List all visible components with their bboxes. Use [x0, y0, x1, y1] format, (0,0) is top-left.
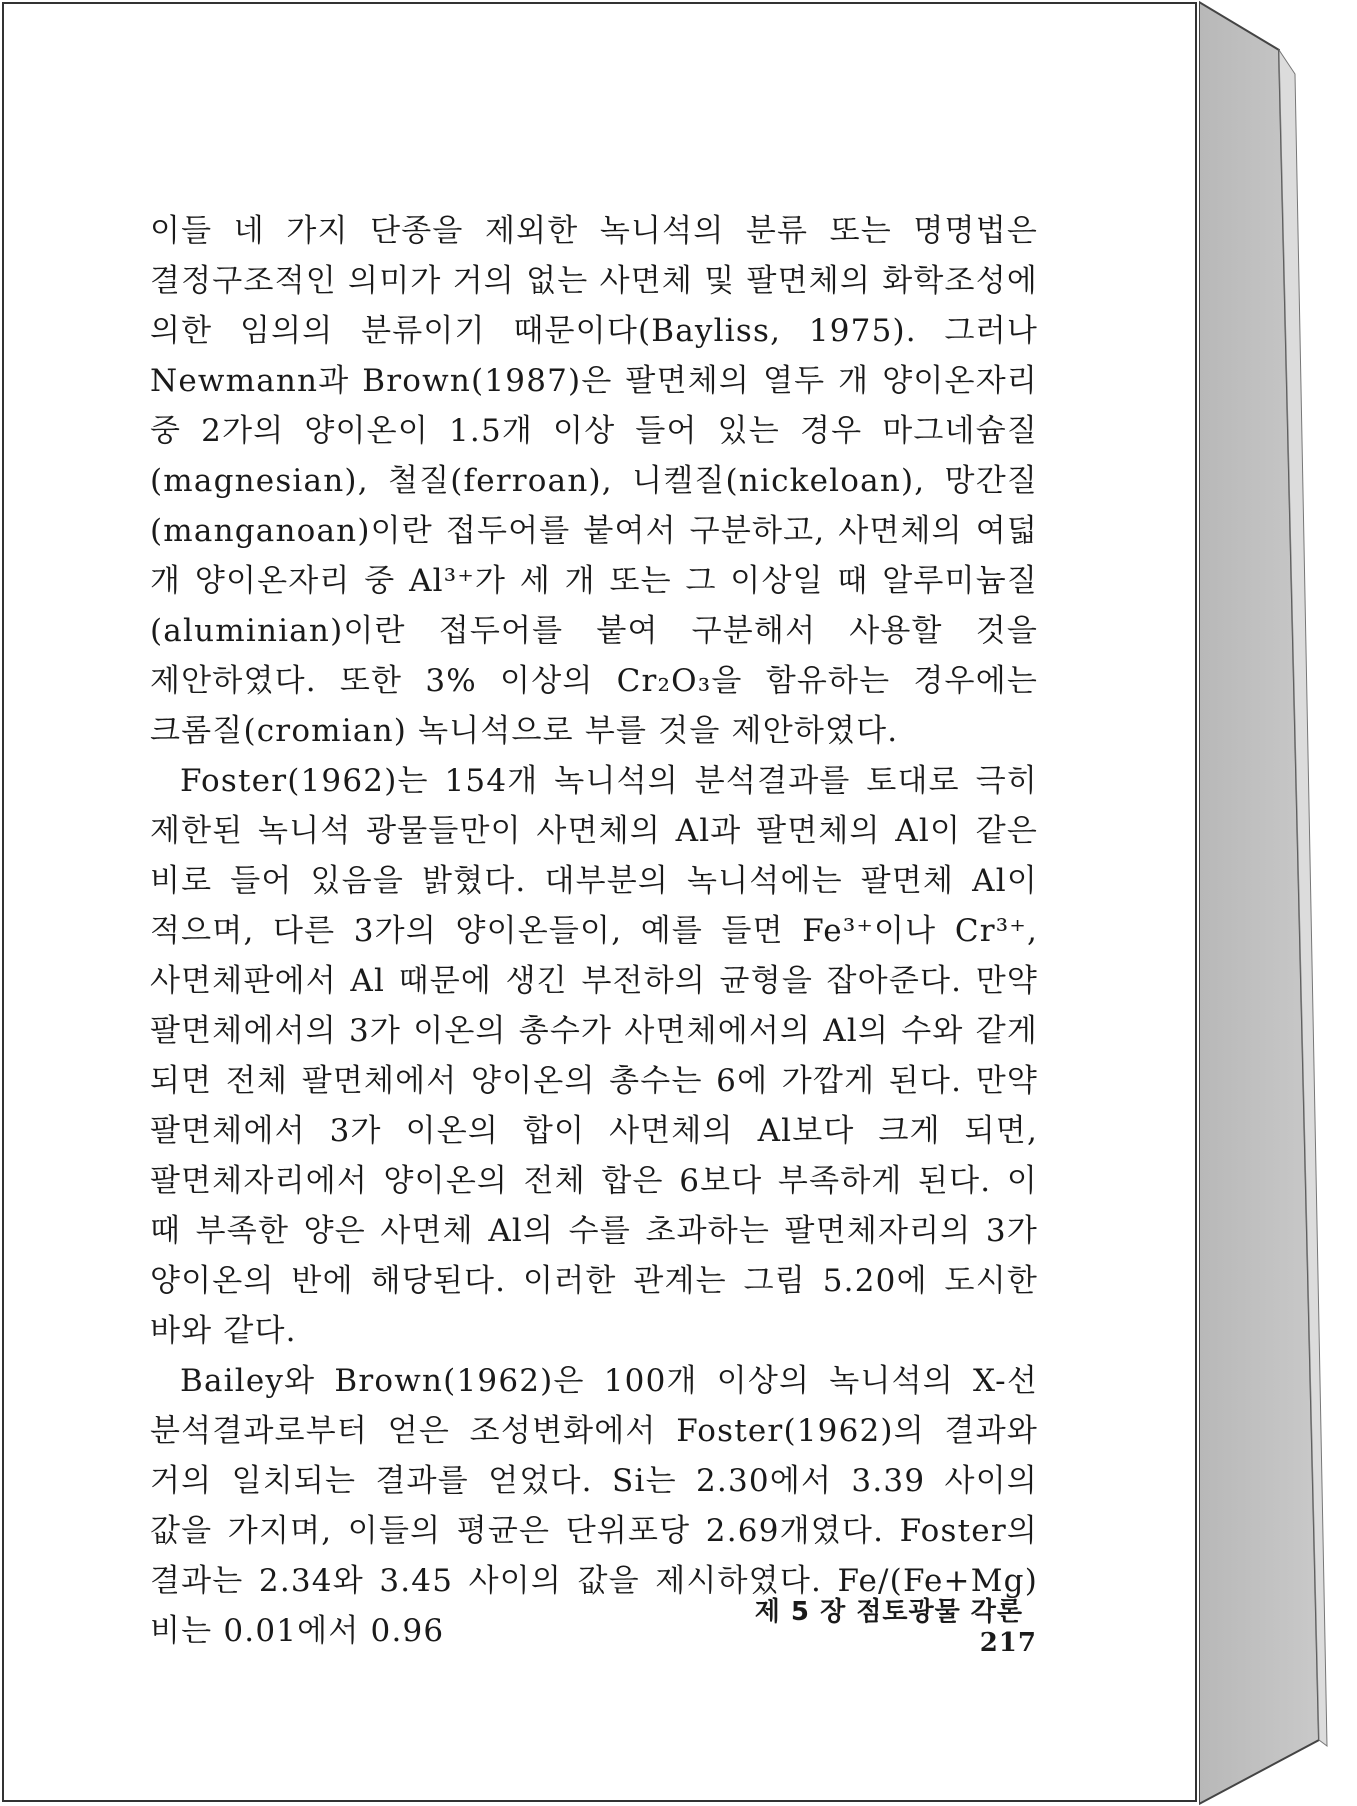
book-edge: [1199, 0, 1357, 1806]
body-text: [150, 206, 1038, 1656]
paragraph-2: Foster(1962)는 154개 녹니석의 분석결과를 토대로 극히 제한된 녹니석 광물들만이 사면체의 Al과 팔면체의 Al이 같은 비로 들어 있음을 밝혔다. 대부분의 녹니석에는 팔면체 Al이 적으며, 다른 3가의 양이온들이, 예를 들면 Fe³⁺이나 Cr³⁺, 사면체판에서 Al 때문에 생긴 부전하의 균형을 잡아준다. 만약 팔면체에서의 3가 이온의 총수가 사면체에서의 Al의 수와 같게 되면 전체 팔면체에서 양이온의 총수는 6에 가깝게 된다. 만약 팔면체에서 3가 이온의 합이 사면체의 Al보다 크게 되면, 팔면체자리에서 양이온의 전체 합은 6보다 부족하게 된다. 이 때 부족한 양은 사면체 Al의 수를 초과하는 팔면체자리의 3가 양이온의 반에 해당된다. 이러한 관계는 그림 5.20에 도시한 바와 같다.: [150, 763, 1038, 1349]
page-number: 217: [979, 1628, 1037, 1658]
paragraph-3: Bailey와 Brown(1962)은 100개 이상의 녹니석의 X-선 분석결과로부터 얻은 조성변화에서 Foster(1962)의 결과와 거의 일치되는 결과를 얻었다. Si는 2.30에서 3.39 사이의 값을 가지며, 이들의 평균은 단위포당 2.69개였다. Foster의 결과는 2.34와 3.45 사이의 값을 제시하였다. Fe/(Fe+Mg) 비는 0.01에서 0.96: [150, 1363, 1038, 1649]
paragraph-1: 이들 네 가지 단종을 제외한 녹니석의 분류 또는 명명법은 결정구조적인 의미가 거의 없는 사면체 및 팔면체의 화학조성에 의한 임의의 분류이기 때문이다(Bayliss, 1975). 그러나 Newmann과 Brown(1987)은 팔면체의 열두 개 양이온자리 중 2가의 양이온이 1.5개 이상 들어 있는 경우 마그네슘질(magnesian), 철질(ferroan), 니켈질(nickeloan), 망간질(manganoan)이란 접두어를 붙여서 구분하고, 사면체의 여덟 개 양이온자리 중 Al³⁺가 세 개 또는 그 이상일 때 알루미늄질(aluminian)이란 접두어를 붙여 구분해서 사용할 것을 제안하였다. 또한 3% 이상의 Cr₂O₃을 함유하는 경우에는 크롬질(cromian) 녹니석으로 부를 것을 제안하였다.: [150, 213, 1038, 749]
chapter-title: 제 5 장 점토광물 각론: [754, 1597, 1023, 1627]
page-footer: [705, 1591, 1037, 1658]
